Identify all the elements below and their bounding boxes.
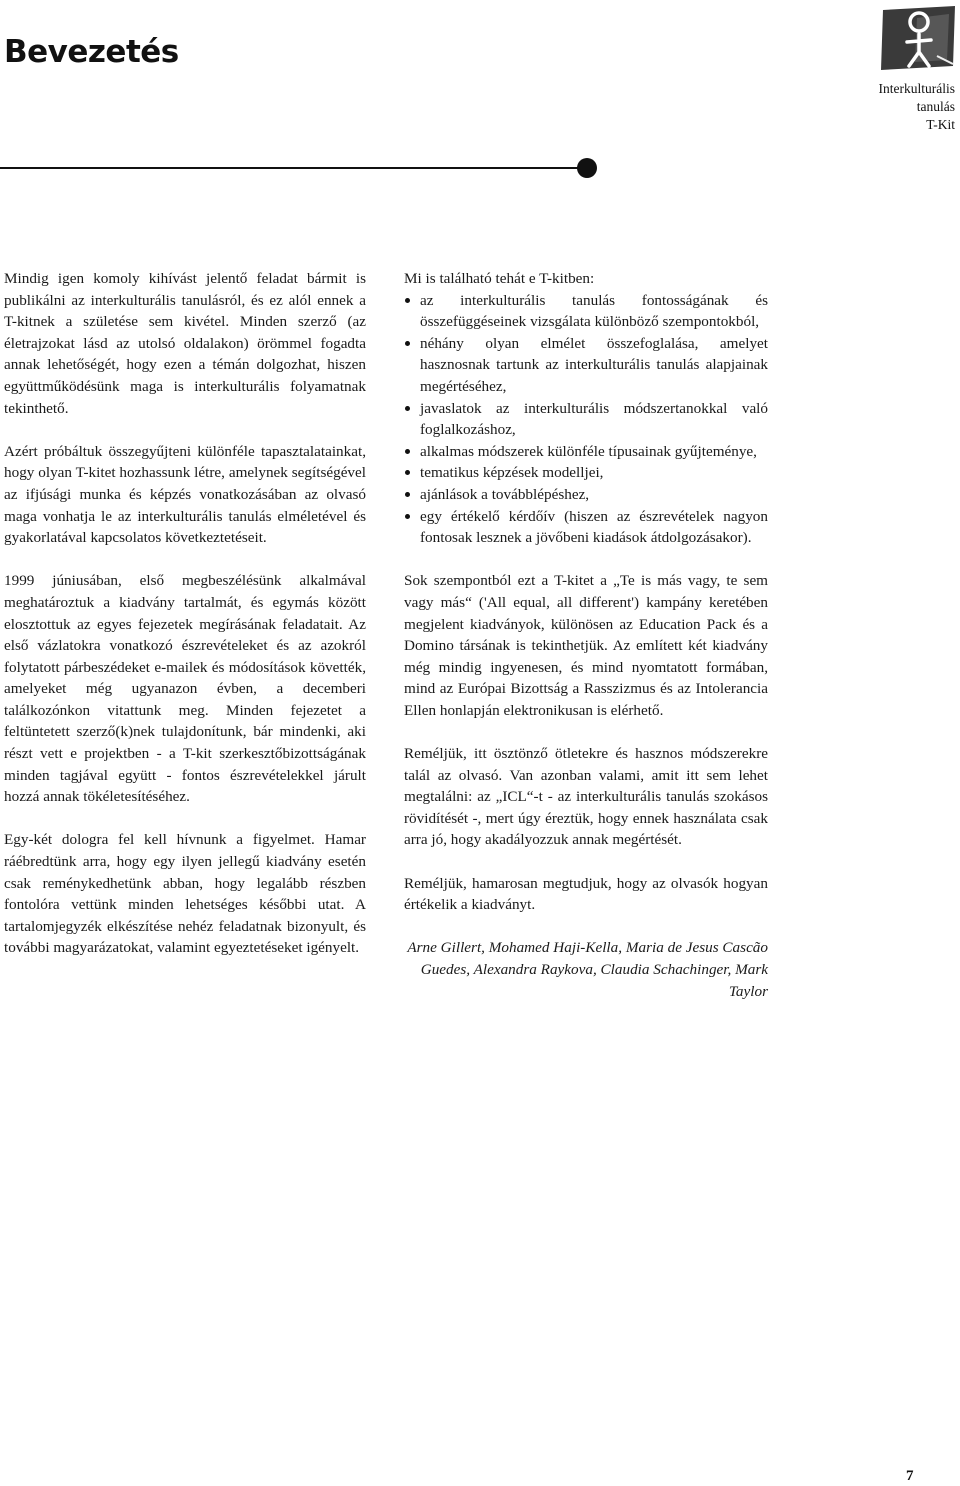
series-label (860, 80, 955, 134)
list-item: ajánlások a továbblépéshez, (404, 484, 768, 506)
body-paragraph: Mindig igen komoly kihívást jelentő feladat bármit is publikálni az interkulturális tanulásról, és ez alól ennek a T-kitnek a születése sem kivétel. Minden szerző (az életrajzokat lásd az utolsó oldalakon) örömmel fogadta annak lehetőségét, hogy ezen a témán dolgozhat, hiszen együttműködésünk maga is interkulturális folyamatnak tekinthető. (4, 270, 366, 417)
series-label-line: tanulás (916, 99, 955, 114)
body-paragraph: Reméljük, itt ösztönző ötletekre és hasznos módszerekre talál az olvasó. Van azonban valami, amit itt sem lehet megtalálni: az „ICL“-t - az interkulturális tanulás szokásos rövidítését -, mert úgy éreztük, hogy ennek használata csak arra jó, hogy akadályozzuk annak megértését. (404, 745, 768, 849)
right-column (404, 268, 768, 1002)
list-item: javaslatok az interkulturális módszertanokkal való foglalkozáshoz, (404, 398, 768, 441)
contents-intro: Mi is található tehát e T-kitben: (404, 270, 595, 287)
list-item: az interkulturális tanulás fontosságának és összefüggéseinek vizsgálata különböző szempontokból, (404, 290, 768, 333)
list-item: alkalmas módszerek különféle típusainak gyűjteménye, (404, 441, 768, 463)
list-item: tematikus képzések modelljei, (404, 462, 768, 484)
series-label-line: T-Kit (926, 117, 955, 132)
author-signature: Arne Gillert, Mohamed Haji-Kella, Maria de Jesus Cascão Guedes, Alexandra Raykova, Claudia Schachinger, Mark Taylor (407, 939, 768, 1000)
body-paragraph: Sok szempontból ezt a T-kitet a „Te is más vagy, te sem vagy más“ ('All equal, all different') kampány keretében megjelent kiadványok, különösen az Education Pack és a Domino társának is tekinthetjük. Az említett két kiadvány még mindig ingyenesen, és mind nyomtatott formában, mind az Európai Bizottság a Rasszizmus és az Intolerancia Ellen honlapján elektronikusan is elérhető. (404, 572, 768, 719)
body-paragraph: 1999 júniusában, első megbeszélésünk alkalmával meghatároztuk a kiadvány tartalmát, és egymás között elosztottuk az egyes fejezetek megírásának feladatait. Az első vázlatokra vonatkozó észrevételeket és az azokról folytatott párbeszédeket e-mailek és módosítások követték, amelyeket még ugyanazon évben, a decemberi találkozónkon vitattunk meg. Minden fejezetet a feltüntetett szerző(k)nek tulajdonítunk, bár mindenki, aki részt vett e projektben - a T-kit szerkesztőbizottságának minden tagjával együtt - fontos észrevételekkel járult hozzá annak tökéletesítéséhez. (4, 572, 366, 806)
divider-line (0, 167, 586, 169)
body-paragraph: Azért próbáltuk összegyűjteni különféle tapasztalatainkat, hogy olyan T-kitet hozhassunk létre, amelynek segítségével az ifjúsági munka és képzés vonatkozásában az olvasó maga vonhatja le az interkulturális tanulás elméletével és gyakorlatával kapcsolatos következtetéseit. (4, 442, 366, 547)
page-number: 7 (906, 1468, 914, 1484)
series-label-line: Interkulturális (878, 81, 955, 96)
contents-list (404, 290, 768, 549)
t-kit-logo (879, 4, 959, 72)
list-item: egy értékelő kérdőív (hiszen az észrevételek nagyon fontosak lesznek a jövőbeni kiadások átdolgozásakor). (404, 506, 768, 549)
body-paragraph: Reméljük, hamarosan megtudjuk, hogy az olvasók hogyan értékelik a kiadványt. (404, 874, 768, 914)
left-column (4, 268, 366, 981)
header-divider (0, 158, 600, 178)
list-item: néhány olyan elmélet összefoglalása, amelyet hasznosnak tartunk az interkulturális tanulás alapjainak megértéséhez, (404, 333, 768, 398)
divider-dot (577, 158, 597, 178)
page-title: Bevezetés (4, 34, 179, 70)
body-paragraph: Egy-két dologra fel kell hívnunk a figyelmet. Hamar ráébredtünk arra, hogy egy ilyen jellegű kiadvány esetén csak reménykedhetünk abban, hogy legalább részben fontolóra vettünk minden lehetséges későbbi utat. A tartalomjegyzék elkészítése nehéz feladatnak bizonyult, és további magyarázatokat, valamint egyeztetéseket igényelt. (4, 831, 366, 957)
